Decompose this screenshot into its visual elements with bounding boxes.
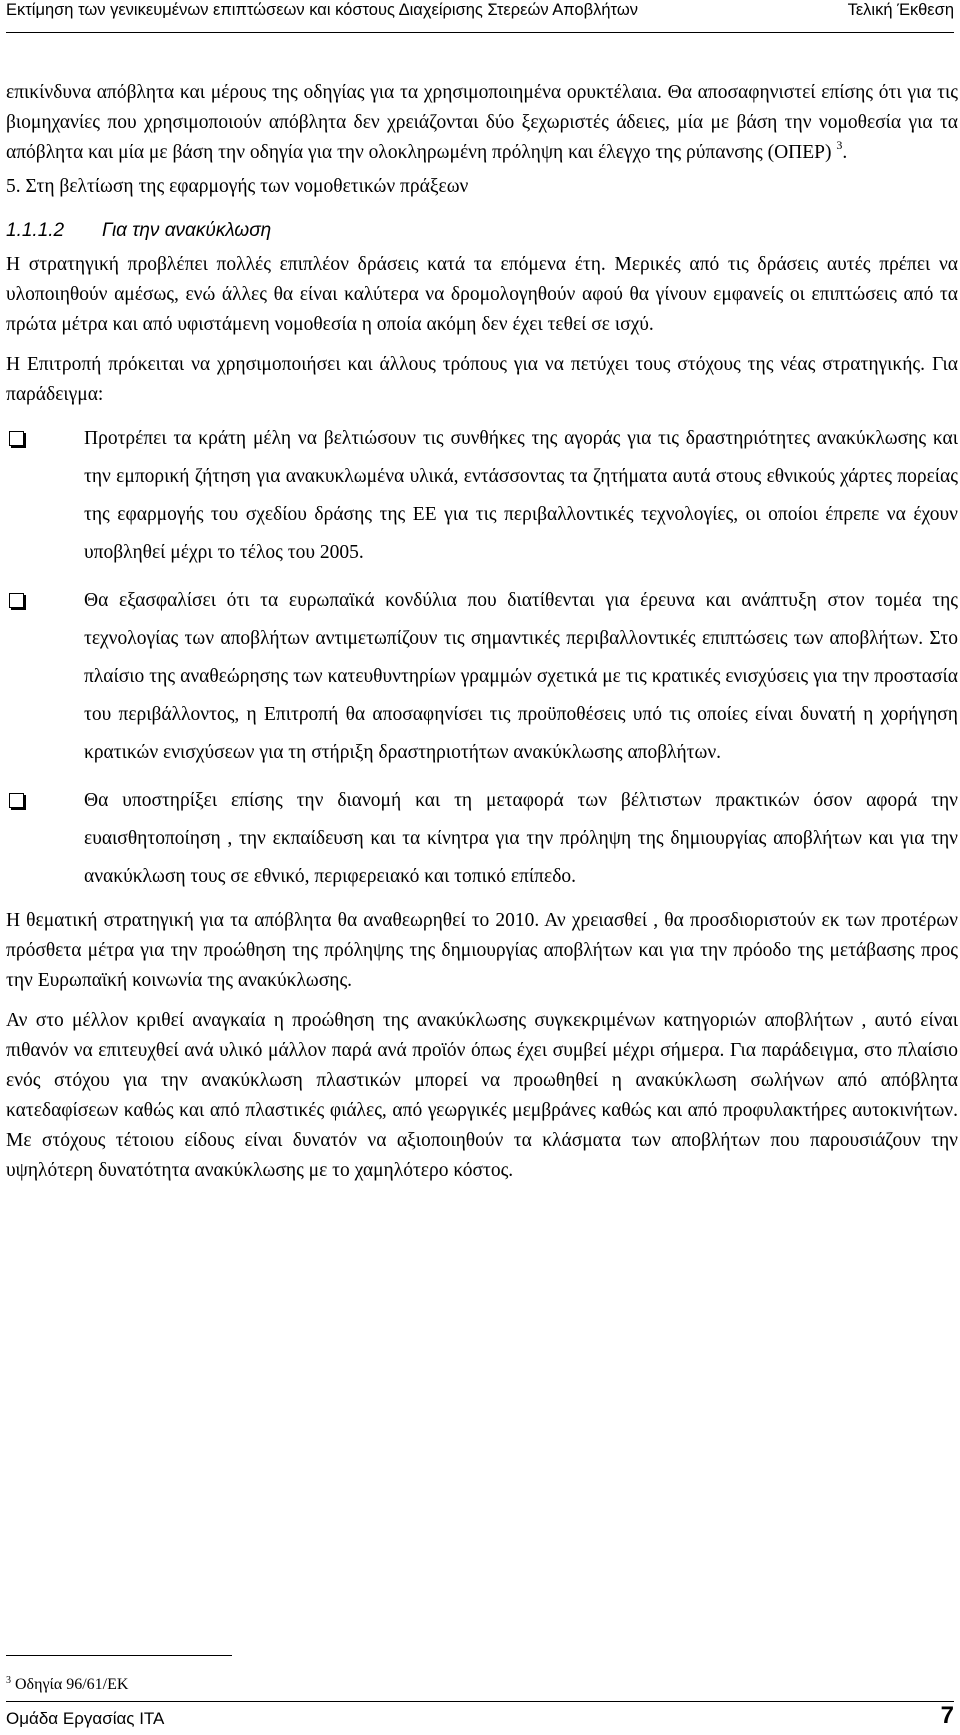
- list-item-5: 5. Στη βελτίωση της εφαρμογής των νομοθετικών πράξεων: [6, 176, 469, 197]
- checkbox-bullet-icon: [9, 593, 24, 608]
- page-number: 7: [940, 1702, 954, 1729]
- checkbox-bullet-icon: [9, 431, 24, 446]
- checkbox-bullet-icon: [9, 793, 24, 808]
- footnote-reference: 3: [836, 138, 843, 152]
- paragraph-strategy: Η στρατηγική προβλέπει πολλές επιπλέον δράσεις κατά τα επόμενα έτη. Μερικές από τις δράσεις αυτές πρέπει να υλοποιηθούν αμέσως, ενώ άλλες θα είναι καλύτερα να δρομολογηθούν αφού θα γίνουν εμφανείς οι επιπτώσεις από τα πρώτα μέτρα και από υφιστάμενη νομοθεσία η οποία ακόμη δεν έχει τεθεί σε ισχύ.: [6, 254, 958, 335]
- list-item: Θα υποστηρίξει επίσης την διανομή και τη μεταφορά των βέλτιστων πρακτικών όσον αφορά την ευαισθητοποίηση , την εκπαίδευση και τα κίνητρα για την πρόληψη της δημιουργίας αποβλήτων και για την ανακύκλωση τους σε εθνικό, περιφερειακό και τοπικό επίπεδο.: [6, 782, 958, 896]
- footer-divider: [6, 1701, 954, 1702]
- paragraph-commission: Η Επιτροπή πρόκειται να χρησιμοποιήσει και άλλους τρόπους για να πετύχει τους στόχους της νέας στρατηγικής. Για παράδειγμα:: [6, 354, 958, 405]
- footnote-divider: [6, 1655, 232, 1656]
- page-body: [6, 78, 958, 1186]
- checkbox-bullet-list: [6, 420, 958, 896]
- paragraph-future: Αν στο μέλλον κριθεί αναγκαία η προώθηση της ανακύκλωσης συγκεκριμένων κατηγοριών αποβλήτων , αυτό είναι πιθανόν να επιτευχθεί ανά υλικό μάλλον παρά ανά προϊόν όπως έχει συμβεί μέχρι σήμερα. Για παράδειγμα, στο πλαίσιο ενός στόχου για την ανακύκλωση πλαστικών μπορεί να προωθηθεί η ανακύκλωση σωλήνων από απόβλητα κατεδαφίσεων καθώς και από πλαστικές φιάλες, από γεωργικές μεμβράνες καθώς και από προφυλακτήρες αυτοκινήτων. Με στόχους τέτοιου είδους είναι δυνατόν να αξιοποιηθούν τα κλάσματα των αποβλήτων που παρουσιάζουν την υψηλότερη δυνατότητα ανακύκλωσης με το χαμηλότερο κόστος.: [6, 1010, 958, 1181]
- header-title: Εκτίμηση των γενικευμένων επιπτώσεων και κόστους Διαχείρισης Στερεών Αποβλήτων: [6, 1, 638, 19]
- footnote-text: Οδηγία 96/61/ΕΚ: [15, 1676, 129, 1693]
- section-number: 1.1.1.2: [6, 220, 65, 241]
- section-title: Για την ανακύκλωση: [102, 220, 272, 241]
- footer-group-name: Ομάδα Εργασίας ΙΤΑ: [6, 1709, 165, 1728]
- section-heading: [6, 216, 958, 246]
- header-report-label: Τελική Έκθεση: [847, 1, 954, 19]
- list-item: Προτρέπει τα κράτη μέλη να βελτιώσουν τις συνθήκες της αγοράς για τις δραστηριότητες ανακύκλωσης και την εμπορική ζήτηση για ανακυκλωμένα υλικά, εντάσσοντας τα ζητήματα αυτά στους εθνικούς χάρτες πορείας της εφαρμογής του σχεδίου δράσης της ΕΕ για τις περιβαλλοντικές τεχνολογίες, οι οποίοι έπρεπε να έχουν υποβληθεί μέχρι το τέλος του 2005.: [6, 420, 958, 572]
- page-footer: [6, 1702, 954, 1730]
- footnote: [6, 1671, 128, 1695]
- footnote-marker: 3: [6, 1675, 11, 1686]
- list-item: Θα εξασφαλίσει ότι τα ευρωπαϊκά κονδύλια που διατίθενται για έρευνα και ανάπτυξη στον τομέα της τεχνολογίας των αποβλήτων αντιμετωπίζουν τις σημαντικές περιβαλλοντικές επιπτώσεις των αποβλήτων. Στο πλαίσιο της αναθεώρησης των κατευθυντηρίων γραμμών σχετικά με τις κρατικές ενισχύσεις για την προστασία του περιβάλλοντος, η Επιτροπή θα αποσαφηνίσει τις προϋποθέσεις υπό τις οποίες είναι δυνατή η χορήγηση κρατικών ενισχύσεων για τη στήριξη δραστηριοτήτων ανακύκλωσης αποβλήτων.: [6, 582, 958, 772]
- page-header: [6, 0, 954, 33]
- intro-paragraph: επικίνδυνα απόβλητα και μέρους της οδηγίας για τα χρησιμοποιημένα ορυκτέλαια. Θα αποσαφηνιστεί επίσης ότι για τις βιομηχανίες που χρησιμοποιούν απόβλητα δεν χρειάζονται δύο ξεχωριστές άδειες, μία με βάση την νομοθεσία για τα απόβλητα και μία με βάση την οδηγία για την ολοκληρωμένη πρόληψη και έλεγχο της ρύπανσης (ΟΠΕΡ) $^3$.: [6, 82, 958, 163]
- paragraph-review-2010: Η θεματική στρατηγική για τα απόβλητα θα αναθεωρηθεί το 2010. Αν χρειασθεί , θα προσδιοριστούν εκ των προτέρων πρόσθετα μέτρα για την προώθηση της πρόληψης της δημιουργίας αποβλήτων και για την πρόοδο της μετάβασης προς την Ευρωπαϊκή κοινωνία της ανακύκλωσης.: [6, 910, 958, 991]
